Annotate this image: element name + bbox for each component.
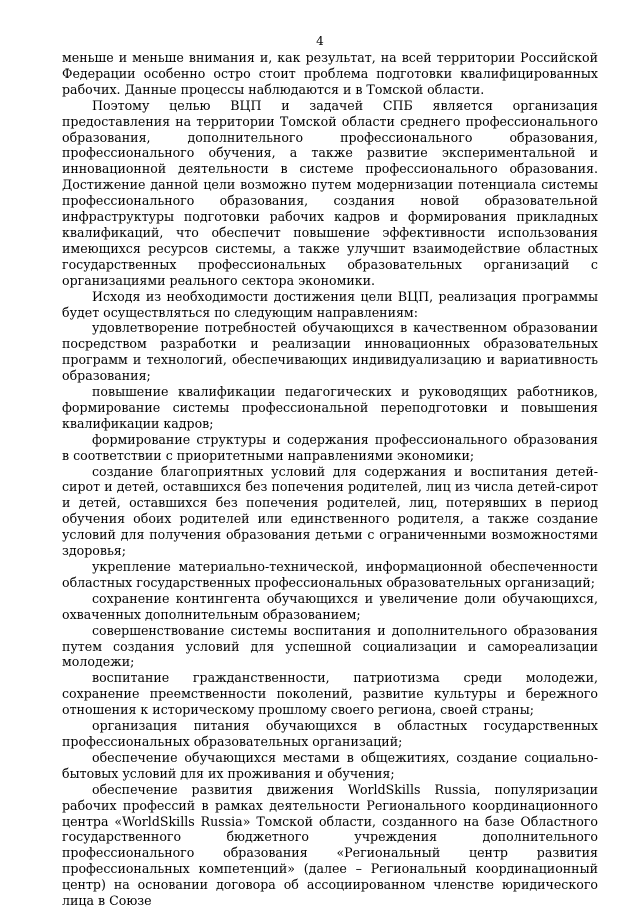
- list-item-direction: удовлетворение потребностей обучающихся в качественном образовании посредством разработки и реализации инновационных образовательных программ и технологий, обеспечивающих индивидуализацию и вариативность образования;: [62, 320, 598, 384]
- list-item-direction: обеспечение развития движения WorldSkills Russia, популяризации рабочих профессий в рамках деятельности Регионального координационного центра «WorldSkills Russia» Томской области, созданного на базе Областного государственного бюджетного учреждения дополнительного профессионального образования «Региональный центр развития профессиональных компетенций» (далее – Региональный координационный центр) на основании договора об ассоциированном членстве юридического лица в Союзе: [62, 781, 598, 909]
- list-item-direction: организация питания обучающихся в областных государственных профессиональных образовательных организаций;: [62, 718, 598, 749]
- list-item-direction: совершенствование системы воспитания и дополнительного образования путем создания условий для успешной социализации и самореализации молодежи;: [62, 622, 598, 670]
- page-number: 4: [316, 34, 324, 48]
- list-item-direction: воспитание гражданственности, патриотизма среди молодежи, сохранение преемственности поколений, развитие культуры и бережного отношения к историческому прошлому своего региона, своей страны;: [62, 670, 598, 718]
- list-item-direction: укрепление материально-технической, информационной обеспеченности областных государственных профессиональных образовательных организаций;: [62, 559, 598, 590]
- paragraph-continuation: меньше и меньше внимания и, как результат, на всей территории Российской Федерации особенно остро стоит проблема подготовки квалифицированных рабочих. Данные процессы наблюдаются и в Томской области.: [62, 50, 598, 97]
- document-body: [62, 50, 598, 909]
- list-item-direction: обеспечение обучающихся местами в общежитиях, создание социально-бытовых условий для их проживания и обучения;: [62, 749, 598, 781]
- list-item-direction: сохранение контингента обучающихся и увеличение доли обучающихся, охваченных дополнительным образованием;: [62, 590, 598, 622]
- list-item-direction: формирование структуры и содержания профессионального образования в соответствии с приоритетными направлениями экономики;: [62, 431, 598, 463]
- paragraph-goal: Поэтому целью ВЦП и задачей СПБ является организация предоставления на территории Томской области среднего профессионального образования, дополнительного профессионального образования, профессионального обучения, а также развитие экспериментальной и инновационной деятельности в системе профессионального образования. Достижение данной цели возможно путем модернизации потенциала системы профессионального образования, создания новой образовательной инфраструктуры подготовки рабочих кадров и формирования прикладных квалификаций, что обеспечит повышение эффективности использования имеющихся ресурсов системы, а также улучшит взаимодействие областных государственных профессиональных образовательных организаций с организациями реального сектора экономики.: [62, 97, 598, 288]
- list-item-direction: повышение квалификации педагогических и руководящих работников, формирование системы профессиональной переподготовки и повышения квалификации кадров;: [62, 384, 598, 431]
- paragraph-directions-intro: Исходя из необходимости достижения цели ВЦП, реализация программы будет осуществляться по следующим направлениям:: [62, 288, 598, 320]
- list-item-direction: создание благоприятных условий для содержания и воспитания детей-сирот и детей, оставшихся без попечения родителей, лиц из числа детей-сирот и детей, оставшихся без попечения родителей, лиц, потерявших в период обучения обоих родителей или единственного родителя, а также создание условий для получения образования детьми с ограниченными возможностями здоровья;: [62, 463, 598, 559]
